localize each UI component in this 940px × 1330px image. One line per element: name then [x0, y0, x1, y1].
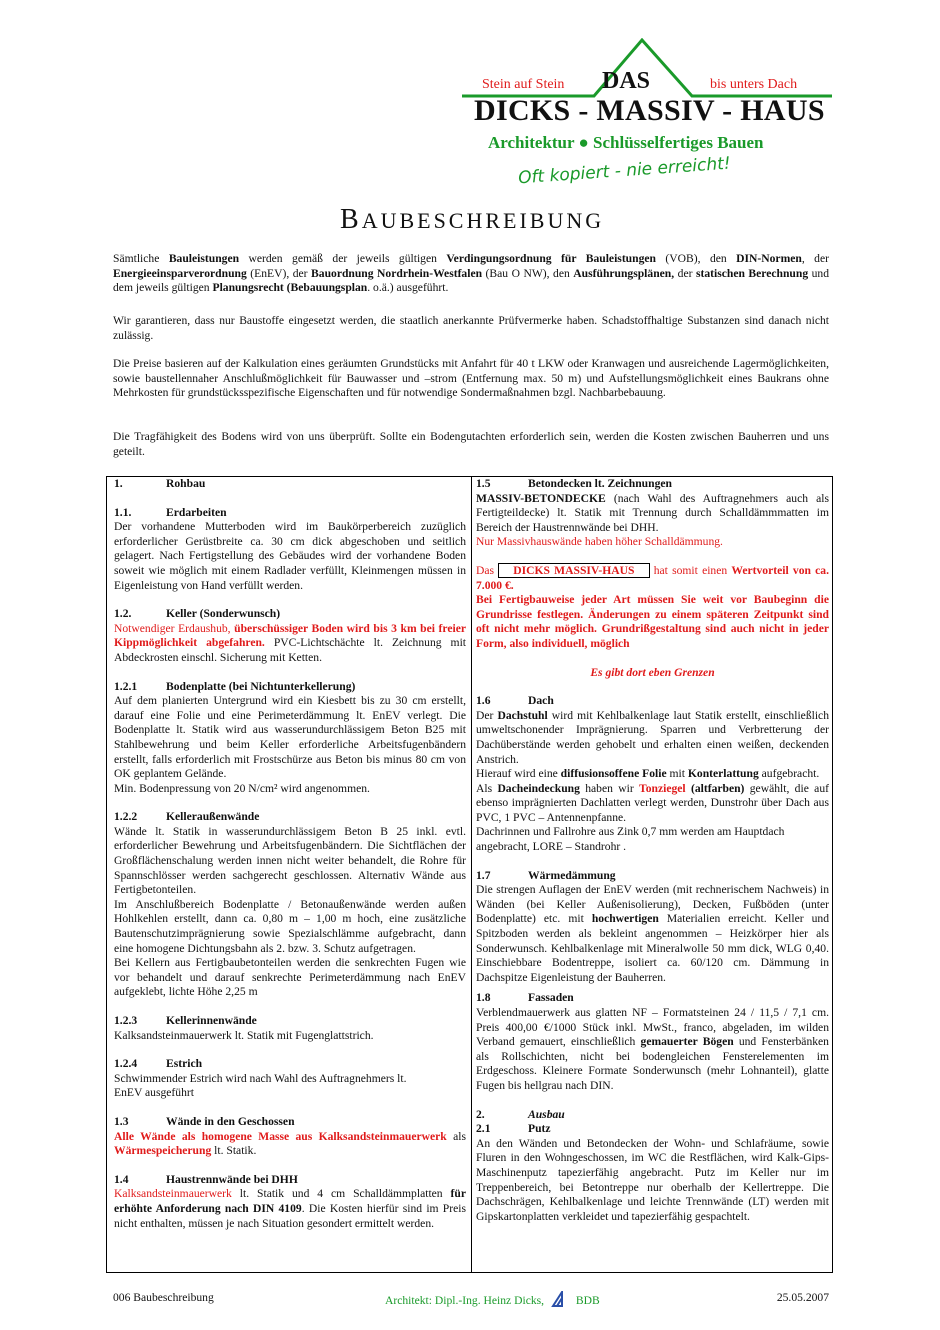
section-text: Bei Fertigbauweise jeder Art müssen Sie weit vor Baubeginn die Grundrisse festlegen. Änderungen zu einem späteren Zeitpunkt sind oft nicht mehr möglich. Grundrißgestaltung sind auch nicht in jeder Form, also individuell, möglich [476, 593, 829, 650]
section-text: MASSIV-BETONDECKE (nach Wahl des Auftragnehmers auch als Fertigteildecke) lt. Statik mit Trennung durch Schalldämmmatten im Bereich der Haustrennwände bei DHH. [476, 491, 829, 534]
intro-segment: (Bau O NW), den [482, 266, 574, 280]
logo-left-slogan: Stein auf Stein [482, 77, 565, 92]
section-heading: 1.6 Dach [476, 694, 554, 708]
title-rest: AUBESCHREIBUNG [361, 208, 605, 233]
logo-tagline: Oft kopiert - nie erreicht! [517, 153, 732, 189]
logo-das: DAS [602, 68, 651, 94]
intro-segment: Verdingungsordnung für Bauleistungen [446, 252, 656, 265]
intro-segment: der [674, 266, 696, 280]
intro-paragraph-4: Die Tragfähigkeit des Bodens wird von uns überprüft. Sollte ein Bodengutachten erforderlich sein, werden die Kosten zwischen Bauherren und uns geteilt. [113, 430, 829, 458]
intro-segment: , der [801, 252, 829, 265]
intro-paragraph-3: Die Preise basieren auf der Kalkulation eines geräumten Grundstücks mit Anfahrt für 40 t LKW oder Kranwagen und ausreichende Lagermöglichkeiten, sowie baustellennaher Anschlußmöglichkeit für Bauwasser und –strom (Entfernung max. 50 m) und Aufstellungsmöglichkeit eines Baukrans ohne Mehrkosten für grundstücksspezifische Eigenschaften und für notwendige Sondermaßnahmen bzgl. Nachbarbebauung. [113, 357, 829, 400]
intro-segment: und dem jeweils gültigen [113, 266, 830, 295]
section-text: Im Anschlußbereich Bodenplatte / Betonaußenwände werden außen Hohlkehlen erstellt, dann ca. 0,80 m – 1,00 m hoch, eine zusätzliche Bautenschutzimprägnierung sowie Spezialschlämme aufgebracht, dann eine homogene Dichtungsbahn als 2. bzw. 3. Schutz aufgetragen. [114, 897, 466, 955]
section-heading: 2. Ausbau [476, 1107, 565, 1121]
section-text: Es gibt dort eben Grenzen [590, 665, 715, 679]
section-heading: 1.2.2 Kelleraußenwände [114, 810, 260, 824]
intro-segment: (EnEV), der [246, 266, 312, 280]
section-text: Dachrinnen und Fallrohre aus Zink 0,7 mm werden am Hauptdach angebracht, LORE – Standrohr . [476, 825, 785, 854]
intro-segment: Bauordnung Nordrhein-Westfalen [311, 266, 483, 280]
intro-segment: statischen Berechnung [695, 266, 809, 280]
intro-segment: . o.ä.) ausgeführt. [367, 281, 449, 295]
section-text: Der vorhandene Mutterboden wird im Baukörperbereich zuzüglich erforderlicher Gerüstbreite ca. 30 cm dick abgeschoben und seitlich gelagert. Nach Fertigstellung des Gebäudes wird der vorhandene Boden soweit wie möglich mit einem Radlader verfüllt, Kleinmengen müssen in Eigenleistung von Hand verfüllt werden. [114, 520, 466, 592]
section-heading: 1. Rohbau [114, 477, 206, 490]
title-initial: B [340, 204, 362, 235]
footer-architect: Architekt: Dipl.-Ing. Heinz Dicks, BDB [385, 1291, 600, 1309]
intro-segment: Sämtliche [113, 252, 169, 265]
section-text: Verblendmauerwerk aus glatten NF – Formatsteinen 24 / 11,5 / 7,1 cm. Preis 400,00 €/1000 Stück inkl. MwSt., franco, abgeladen, im wilden Verband gemauert, einschließlich gemauerter Bögen und Fensterbänken als Rollschichten, nicht bei bodengleichen Fensterelementen im Erdgeschoss. Kleinere Formate Sonderwunsch (mehr Lohnanteil), glatte Fugen bis hellgrau nach DIN. [476, 1006, 829, 1092]
section-text: Das DICKS MASSIV-HAUS hat somit einen Wertvorteil von ca. 7.000 €. [476, 563, 829, 592]
intro-segment: DIN-Normen [736, 252, 802, 265]
section-text: Die strengen Auflagen der EnEV werden (mit rechnerischem Nachweis) in Wänden (bei Keller Außenisolierung), Decken, Fußböden (unter Bodenplatte) etc. mit hochwertigen Materialien erreicht. Keller und Spitzboden werden als bekleint angenommen – Heizkörper hier als Sonderwunsch. Kehlbalkenlage mit Mineralwolle 50 mm dick, WLG 0,40. Einschiebbare Bodentreppe, isoliert ca. 60/120 cm. Dämmung in Dachspitze Eigenleistung der Bauherren. [476, 883, 829, 984]
section-text: Kalksandsteinmauerwerk lt. Statik mit Fugenglattstrich. [114, 1028, 374, 1042]
footer-date: 25.05.2007 [776, 1291, 829, 1304]
document-title [340, 204, 605, 235]
intro-paragraph-2: Wir garantieren, dass nur Baustoffe eingesetzt werden, die staatlich anerkannte Prüfvermerke haben. Schadstoffhaltige Substanzen sind danach nicht zulässig. [113, 314, 829, 342]
section-text: Bei Kellern aus Fertigbaubetonteilen werden die senkrechten Fugen wie vor behandelt und darauf senkrechte Perimeterdämmung nach EnEV aufgeklebt, lichte Höhe 2,25 m [114, 956, 466, 999]
logo-right-slogan: bis unters Dach [710, 77, 798, 92]
section-heading: 1.7 Wärmedämmung [476, 868, 616, 882]
intro-segment: (VOB), den [655, 252, 737, 265]
company-logo [460, 38, 840, 198]
right-column [476, 477, 829, 1224]
section-heading: 1.3 Wände in den Geschossen [114, 1114, 295, 1128]
section-heading: 1.5 Betondecken lt. Zeichnungen [476, 477, 672, 490]
logo-subtitle: Architektur ● Schlüsselfertiges Bauen [488, 133, 764, 152]
section-text: Wände lt. Statik in wasserundurchlässigem Beton B 25 inkl. evtl. erforderlicher Bewehrung und Arbeitsfugenbändern. Die Sichtflächen der Großflächenschalung werden innen nicht weiter behandelt, die Rohre für Spannschlösser werden sachgerecht geschlossen. Alternativ Wände aus Fertigbetonteilen. [114, 824, 466, 897]
section-heading: 1.2. Keller (Sonderwunsch) [114, 607, 281, 621]
intro-segment: Ausführungsplänen, [573, 266, 675, 280]
section-text: Nur Massivhauswände haben höher Schalldämmung. [476, 535, 723, 549]
section-text: Alle Wände als homogene Masse aus Kalksandsteinmauerwerk als Wärmespeicherung lt. Statik. [114, 1129, 466, 1158]
intro-segment: Planungsrecht (Bebauungsplan [212, 281, 368, 295]
column-divider [471, 477, 472, 1272]
section-text: An den Wänden und Betondecken der Wohn- und Schlafräume, sowie Fluren in den Wohngeschossen, im WC die Restflächen, wird Kalk-Gips-Maschinenputz tapezierfähig angebracht. Putz im Keller nur im Treppenbereich, bei Betontreppe nur oberhalb der Kellertreppe. Die Dachschrägen, Kehlbalkenlage und leichte Trennwände (LT) werden mit Gipskartonplatten verkleidet und tapezierfähig gespachtelt. [476, 1136, 829, 1223]
footer-document-id: 006 Baubeschreibung [113, 1291, 214, 1304]
section-heading: 1.2.3 Kellerinnenwände [114, 1014, 257, 1027]
specification-table [106, 476, 833, 1273]
section-heading: 1.2.4 Estrich [114, 1057, 203, 1071]
section-text: Schwimmender Estrich wird nach Wahl des Auftragnehmers lt. EnEV ausgeführt [114, 1071, 407, 1100]
intro-segment: Energieeinsparverordnung [113, 266, 247, 280]
section-heading: 2.1 Putz [476, 1122, 551, 1136]
architect-logo-icon [551, 1291, 569, 1307]
section-heading: 1.4 Haustrennwände bei DHH [114, 1172, 298, 1186]
intro-segment: Bauleistungen [168, 252, 240, 265]
section-text: Auf dem planierten Untergrund wird ein Kiesbett bis zu 30 cm erstellt, darauf eine Folie und eine Perimeterdämmung lt. EnEV verlegt. Die Bodenplatte lt. Statik wird aus wasserundurchlässigem Beton B25 mit Stahlbewehrung und beim Keller erforderliche Arbeitsfugenbändern erstellt, falls erforderlich mit Frostschürze aus Beton bis minus 80 cm von OK geplantem Gelände. [114, 694, 466, 781]
section-text: Notwendiger Erdaushub, überschüssiger Boden wird bis 3 km bei freier Kippmöglichkeit abgefahren. PVC-Lichtschächte lt. Zeichnung mit Abdeckrosten einschl. Sicherung mit Ketten. [114, 621, 467, 664]
page-footer [113, 1291, 829, 1307]
intro-paragraph-1 [113, 252, 829, 296]
section-text: Min. Bodenpressung von 20 N/cm² wird angenommen. [114, 781, 370, 795]
section-heading: 1.8 Fassaden [476, 991, 574, 1005]
left-column [114, 477, 466, 1231]
section-heading: 1.1. Erdarbeiten [114, 505, 227, 519]
section-heading: 1.2.1 Bodenplatte (bei Nichtunterkellerung) [114, 679, 356, 693]
section-text: Hierauf wird eine diffusionsoffene Folie mit Konterlattung aufgebracht. [476, 767, 820, 781]
brand-box: DICKS MASSIV-HAUS [498, 563, 649, 578]
section-text: Der Dachstuhl wird mit Kehlbalkenlage laut Statik erstellt, einschließlich umweltschonender Imprägnierung. Sparren und Verbretterung der Dachüberstände werden gehobelt und erhalten einen weißen, deckenden Anstrich. [476, 708, 830, 766]
intro-segment: werden gemäß der jeweils gültigen [239, 252, 447, 265]
logo-brand-name: DICKS - MASSIV - HAUS [474, 94, 825, 127]
section-text: Als Dacheindeckung haben wir Tonziegel (altfarben) gewählt, die auf ebenso imprägnierten Dachlatten verlegt werden, Dunstrohr über Dach aus PVC, 1 PVC – Antennenpfanne. [476, 781, 829, 824]
section-text: Kalksandsteinmauerwerk lt. Statik und 4 cm Schalldämmplatten für erhöhte Anforderung nach DIN 4109. Die Kosten hierfür sind im Preis nicht enthalten, müssen je nach Situation gesondert ermittelt werden. [114, 1187, 466, 1230]
